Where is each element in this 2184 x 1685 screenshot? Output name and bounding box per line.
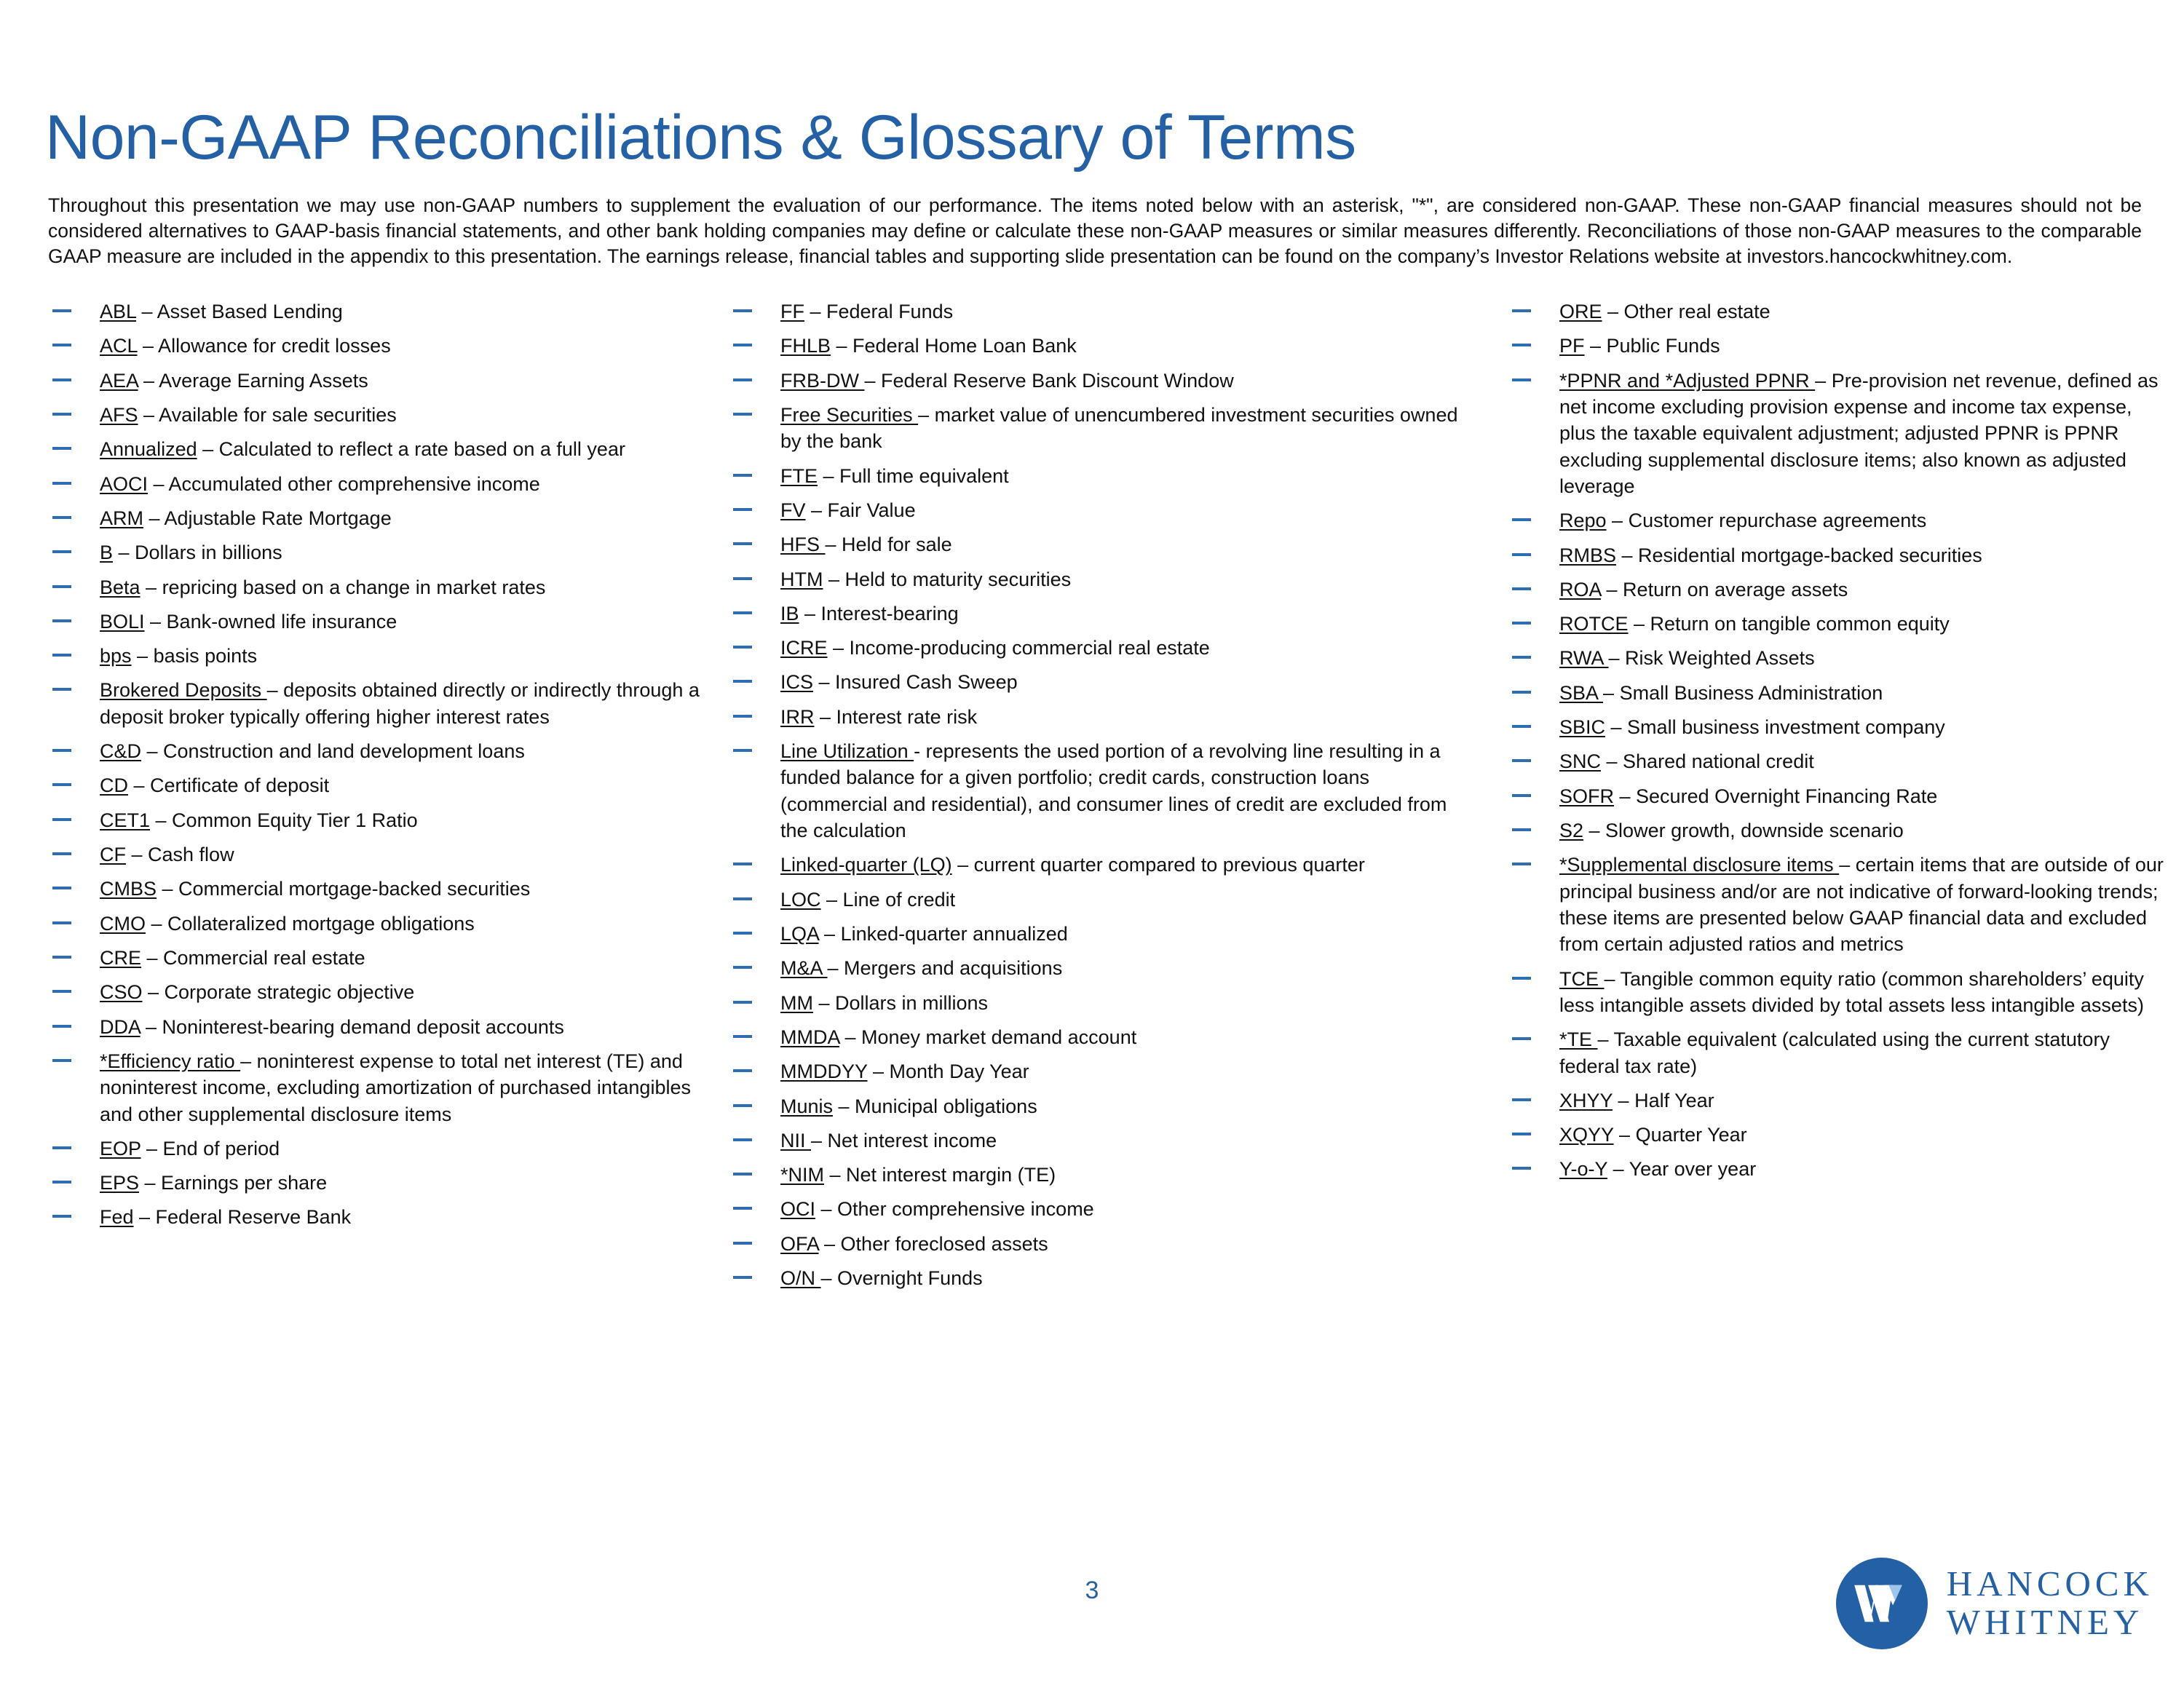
glossary-term — [732, 1265, 1474, 1291]
glossary-term-definition: – Return on tangible common equity — [1628, 613, 1950, 635]
glossary-term-definition: – Mergers and acquisitions — [827, 957, 1063, 980]
glossary-term — [1511, 680, 2166, 706]
glossary-term-definition: – Risk Weighted Assets — [1608, 647, 1815, 670]
glossary-term-abbr: ABL — [100, 301, 137, 322]
glossary-term-definition: – Noninterest-bearing demand deposit accounts — [140, 1015, 564, 1038]
glossary-term-definition: – Pre-provision net revenue, defined as net income excluding provision expense and income tax expense, plus the taxable equivalent adjustment; adjusted PPNR is PPNR excluding supplemental disclosure items; also known as adjusted leverage — [1559, 369, 2159, 497]
glossary-term-abbr: ACL — [100, 335, 138, 357]
bullet-dash-icon — [52, 654, 71, 657]
bullet-dash-icon — [1512, 378, 1531, 381]
glossary-term-definition: – market value of unencumbered investment securities owned by the bank — [780, 403, 1458, 453]
glossary-term-definition: – basis points — [131, 645, 258, 667]
glossary-term-abbr: ARM — [100, 507, 143, 529]
glossary-term-abbr: Beta — [100, 576, 141, 598]
glossary-term-definition: – Asset Based Lending — [136, 301, 343, 322]
glossary-term-abbr: EPS — [100, 1172, 140, 1194]
glossary-term-abbr: HFS — [780, 534, 826, 556]
glossary-term-definition: - represents the used portion of a revolving line resulting in a funded balance for a given portfolio; credit cards, construction loans (commercial and residential), and consumer lines of credit are excluded from the calculation — [780, 740, 1447, 841]
glossary-term — [732, 298, 1474, 325]
glossary-term-abbr: AOCI — [100, 472, 149, 495]
bullet-dash-icon — [52, 749, 71, 752]
bullet-dash-icon — [52, 688, 71, 691]
glossary-term — [732, 333, 1474, 359]
bullet-dash-icon — [1512, 344, 1531, 346]
glossary-term — [51, 333, 713, 359]
glossary-term-definition: – Small Business Administration — [1603, 681, 1883, 704]
glossary-term — [51, 471, 713, 497]
glossary-term — [51, 298, 713, 325]
glossary-term — [51, 402, 713, 428]
glossary-term-definition: – Net interest margin (TE) — [824, 1164, 1056, 1186]
glossary-term-abbr: HTM — [780, 568, 823, 590]
bullet-dash-icon — [733, 680, 752, 683]
glossary-term-definition: – Certificate of deposit — [128, 774, 330, 797]
glossary-term-definition: – Common Equity Tier 1 Ratio — [150, 809, 418, 831]
glossary-term-abbr: O/N — [780, 1267, 821, 1290]
glossary-term — [51, 539, 713, 566]
glossary-term — [1511, 645, 2166, 671]
glossary-term — [51, 876, 713, 902]
glossary-term-abbr: MM — [780, 991, 813, 1014]
glossary-term — [732, 955, 1474, 981]
glossary-term-abbr: RWA — [1559, 647, 1609, 670]
glossary-term-abbr: TCE — [1559, 967, 1605, 990]
glossary-term-abbr: CD — [100, 774, 128, 797]
logo-line-2: WHITNEY — [1946, 1602, 2144, 1642]
glossary-term-definition: – Other foreclosed assets — [818, 1232, 1048, 1255]
glossary-term — [732, 531, 1474, 558]
glossary-term — [1511, 748, 2166, 774]
glossary-term-abbr: *NIM — [780, 1164, 824, 1186]
glossary-term — [732, 1093, 1474, 1119]
glossary-term-definition: – Accumulated other comprehensive income — [148, 472, 540, 495]
glossary-term-abbr: ORE — [1559, 301, 1602, 322]
glossary-term-abbr: EOP — [100, 1137, 141, 1159]
glossary-term-definition: – Interest-bearing — [799, 602, 959, 625]
glossary-term — [1511, 1156, 2166, 1182]
glossary-term-abbr: OFA — [780, 1232, 819, 1255]
bullet-dash-icon — [733, 1242, 752, 1245]
glossary-term-abbr: Munis — [780, 1095, 834, 1117]
glossary-term-definition: – Average Earning Assets — [138, 369, 368, 392]
glossary-term — [1511, 298, 2166, 325]
glossary-term-abbr: RMBS — [1559, 544, 1617, 566]
glossary-term — [732, 1024, 1474, 1050]
bullet-dash-icon — [733, 1173, 752, 1175]
glossary-term-abbr: FRB-DW — [780, 369, 865, 392]
logo-line-1: HANCOCK — [1946, 1563, 2153, 1604]
glossary-term-abbr: NII — [780, 1129, 812, 1151]
glossary-term — [1511, 576, 2166, 603]
glossary-term-abbr: Repo — [1559, 510, 1607, 532]
glossary-term-abbr: FHLB — [780, 335, 831, 357]
glossary-term — [1511, 783, 2166, 809]
glossary-term-abbr: AEA — [100, 369, 138, 392]
bullet-dash-icon — [733, 413, 752, 416]
glossary-term-definition: – Held for sale — [825, 534, 952, 556]
glossary-term-abbr: FTE — [780, 464, 818, 487]
bullet-dash-icon — [733, 897, 752, 900]
glossary-column-3 — [1511, 298, 2166, 1191]
glossary-term-definition: – Held to maturity securities — [823, 568, 1072, 590]
glossary-term-abbr: MMDA — [780, 1026, 839, 1048]
glossary-term-abbr: PF — [1559, 335, 1585, 357]
bullet-dash-icon — [1512, 759, 1531, 762]
glossary-term — [51, 574, 713, 600]
glossary-term-abbr: SBIC — [1559, 716, 1606, 739]
glossary-term — [732, 600, 1474, 627]
glossary-term-abbr: CRE — [100, 946, 142, 969]
bullet-dash-icon — [52, 1181, 71, 1184]
glossary-term-abbr: *PPNR and *Adjusted PPNR — [1559, 369, 1816, 392]
glossary-columns — [0, 298, 2184, 1565]
glossary-term-definition: – Overnight Funds — [820, 1267, 983, 1290]
glossary-term — [732, 852, 1474, 878]
glossary-term — [1511, 817, 2166, 844]
glossary-term — [732, 1127, 1474, 1154]
glossary-term — [51, 841, 713, 868]
bullet-dash-icon — [52, 619, 71, 622]
glossary-term — [51, 1048, 713, 1127]
glossary-term-abbr: Free Securities — [780, 403, 919, 426]
bullet-dash-icon — [733, 344, 752, 346]
glossary-term — [1511, 852, 2166, 957]
glossary-term — [51, 1135, 713, 1162]
bullet-dash-icon — [1512, 656, 1531, 659]
glossary-term — [51, 945, 713, 971]
glossary-term-abbr: M&A — [780, 957, 828, 980]
glossary-term-definition: – Bank-owned life insurance — [144, 610, 397, 633]
page-number: 3 — [1085, 1577, 1099, 1604]
glossary-term-definition: – Federal Home Loan Bank — [831, 335, 1077, 357]
glossary-term-definition: – Line of credit — [820, 888, 956, 911]
glossary-term-definition: – Adjustable Rate Mortgage — [143, 507, 392, 529]
glossary-term-abbr: C&D — [100, 740, 142, 763]
glossary-term-definition: – Half Year — [1613, 1089, 1714, 1111]
glossary-term-abbr: *TE — [1559, 1028, 1598, 1051]
glossary-term-definition: – Commercial real estate — [141, 946, 365, 969]
glossary-term-definition: – Month Day Year — [867, 1060, 1029, 1083]
bullet-dash-icon — [733, 932, 752, 935]
bullet-dash-icon — [733, 542, 752, 545]
glossary-term — [51, 911, 713, 937]
company-logo — [1836, 1558, 2153, 1649]
glossary-term — [51, 1204, 713, 1230]
glossary-term-definition: – Dollars in millions — [812, 991, 989, 1014]
glossary-term-abbr: *Supplemental disclosure items — [1559, 854, 1840, 876]
glossary-term-abbr: BOLI — [100, 610, 145, 633]
glossary-term-abbr: MMDDYY — [780, 1060, 868, 1083]
bullet-dash-icon — [52, 309, 71, 312]
bullet-dash-icon — [1512, 828, 1531, 831]
glossary-term-definition: – Corporate strategic objective — [142, 981, 415, 1004]
bullet-dash-icon — [733, 863, 752, 865]
bullet-dash-icon — [52, 990, 71, 993]
glossary-term — [732, 887, 1474, 913]
bullet-dash-icon — [1512, 725, 1531, 728]
bullet-dash-icon — [52, 921, 71, 924]
bullet-dash-icon — [733, 378, 752, 381]
glossary-term — [51, 677, 713, 730]
bullet-dash-icon — [1512, 863, 1531, 865]
bullet-dash-icon — [1512, 1133, 1531, 1135]
bullet-dash-icon — [52, 413, 71, 416]
logo-wordmark — [1947, 1565, 2153, 1642]
glossary-term-abbr: AFS — [100, 403, 138, 426]
glossary-term — [732, 463, 1474, 489]
bullet-dash-icon — [733, 715, 752, 718]
glossary-term-definition: – Collateralized mortgage obligations — [146, 912, 475, 935]
glossary-term-abbr: Annualized — [100, 438, 197, 461]
glossary-term-definition: – Allowance for credit losses — [137, 335, 391, 357]
glossary-term-definition: – Insured Cash Sweep — [813, 671, 1018, 694]
glossary-term-abbr: CET1 — [100, 809, 151, 831]
bullet-dash-icon — [52, 956, 71, 959]
glossary-term — [1511, 1087, 2166, 1114]
bullet-dash-icon — [733, 1069, 752, 1072]
bullet-dash-icon — [1512, 1037, 1531, 1040]
bullet-dash-icon — [52, 378, 71, 381]
glossary-term-definition: – Fair Value — [805, 499, 916, 521]
glossary-term-definition: – Tangible common equity ratio (common shareholders’ equity less intangible assets divided by total assets less intangible assets) — [1559, 967, 2144, 1016]
glossary-term-abbr: XQYY — [1559, 1124, 1614, 1146]
bullet-dash-icon — [733, 577, 752, 580]
bullet-dash-icon — [733, 749, 752, 752]
glossary-column-2 — [732, 298, 1474, 1299]
bullet-dash-icon — [1512, 691, 1531, 694]
glossary-term-definition: – Customer repurchase agreements — [1606, 510, 1927, 532]
glossary-term-definition: – Federal Funds — [804, 301, 954, 322]
bullet-dash-icon — [733, 1035, 752, 1038]
bullet-dash-icon — [1512, 977, 1531, 980]
glossary-term-definition: – Federal Reserve Bank — [133, 1206, 352, 1229]
glossary-term — [732, 704, 1474, 730]
glossary-term — [1511, 1122, 2166, 1148]
glossary-term-abbr: CMBS — [100, 878, 157, 900]
glossary-term-definition: – Full time equivalent — [818, 464, 1009, 487]
glossary-term-abbr: OCI — [780, 1198, 816, 1221]
glossary-term-definition: – Taxable equivalent (calculated using the current statutory federal tax rate) — [1559, 1028, 2110, 1077]
bullet-dash-icon — [52, 516, 71, 519]
glossary-term-definition: – Linked-quarter annualized — [818, 922, 1068, 945]
bullet-dash-icon — [52, 783, 71, 786]
glossary-term — [51, 979, 713, 1005]
glossary-term — [1511, 966, 2166, 1019]
glossary-term — [732, 921, 1474, 947]
glossary-term-definition: – Other real estate — [1602, 301, 1770, 322]
glossary-term — [732, 635, 1474, 661]
glossary-term — [732, 402, 1474, 455]
glossary-term-abbr: CSO — [100, 981, 143, 1004]
glossary-term — [732, 990, 1474, 1016]
glossary-term — [732, 669, 1474, 695]
glossary-term-definition: – certain items that are outside of our principal business and/or are not indicative of forward-looking trends; these items are presented below GAAP financial data and excluded from certain adjusted ratios and metrics — [1559, 854, 2164, 956]
glossary-term-abbr: SOFR — [1559, 785, 1615, 807]
glossary-term-definition: – Other comprehensive income — [815, 1198, 1094, 1221]
glossary-term — [732, 1231, 1474, 1257]
glossary-term-definition: – Cash flow — [126, 844, 234, 865]
glossary-term — [732, 1196, 1474, 1222]
bullet-dash-icon — [52, 447, 71, 450]
glossary-term-definition: – current quarter compared to previous quarter — [951, 854, 1365, 876]
glossary-term-definition: – repricing based on a change in market rates — [140, 576, 546, 598]
glossary-term-definition: – Shared national credit — [1601, 750, 1814, 773]
glossary-term-abbr: ROA — [1559, 578, 1602, 600]
glossary-term-definition: – Construction and land development loans — [141, 740, 525, 763]
glossary-term-abbr: S2 — [1559, 820, 1584, 841]
glossary-term — [732, 1058, 1474, 1085]
glossary-term — [51, 1170, 713, 1196]
bullet-dash-icon — [733, 508, 752, 511]
glossary-term-abbr: Linked-quarter (LQ) — [780, 854, 952, 876]
glossary-term-abbr: *Efficiency ratio — [100, 1050, 241, 1072]
bullet-dash-icon — [52, 852, 71, 855]
glossary-term-abbr: FF — [780, 301, 804, 322]
glossary-term-definition: – Net interest income — [811, 1129, 997, 1151]
glossary-term-definition: – Federal Reserve Bank Discount Window — [864, 369, 1234, 392]
glossary-term-definition: – noninterest expense to total net interest (TE) and noninterest income, excluding amortization of purchased intangibles and other supplemental disclosure items — [100, 1050, 691, 1125]
glossary-term — [1511, 1026, 2166, 1079]
glossary-term-abbr: DDA — [100, 1015, 141, 1038]
glossary-term-definition: – Small business investment company — [1605, 716, 1945, 739]
bullet-dash-icon — [1512, 794, 1531, 797]
glossary-term-definition: – Public Funds — [1584, 335, 1720, 357]
glossary-term-abbr: Fed — [100, 1206, 134, 1229]
glossary-term-definition: – Income-producing commercial real estate — [827, 637, 1210, 659]
glossary-term-abbr: CMO — [100, 912, 146, 935]
bullet-dash-icon — [1512, 622, 1531, 625]
glossary-term-abbr: ICS — [780, 671, 814, 694]
bullet-dash-icon — [733, 1104, 752, 1107]
glossary-term-definition: – Earnings per share — [139, 1172, 328, 1194]
glossary-term-abbr: ICRE — [780, 637, 828, 659]
glossary-term — [732, 738, 1474, 844]
glossary-term-abbr: bps — [100, 645, 132, 667]
glossary-term-abbr: Line Utilization — [780, 740, 914, 763]
glossary-term-definition: – deposits obtained directly or indirectly through a deposit broker typically offering higher interest rates — [100, 679, 700, 728]
bullet-dash-icon — [733, 1276, 752, 1279]
bullet-dash-icon — [52, 1146, 71, 1149]
hancock-whitney-mark-icon — [1836, 1558, 1928, 1649]
glossary-term-abbr: IB — [780, 602, 799, 625]
glossary-term-definition: – Quarter Year — [1613, 1124, 1747, 1146]
bullet-dash-icon — [52, 585, 71, 588]
bullet-dash-icon — [733, 474, 752, 477]
glossary-term-abbr: Y-o-Y — [1559, 1158, 1608, 1181]
bullet-dash-icon — [733, 1001, 752, 1004]
glossary-term-definition: – Commercial mortgage-backed securities — [157, 878, 531, 900]
bullet-dash-icon — [1512, 518, 1531, 521]
bullet-dash-icon — [733, 1207, 752, 1210]
glossary-term — [732, 566, 1474, 592]
bullet-dash-icon — [1512, 553, 1531, 556]
bullet-dash-icon — [733, 646, 752, 649]
glossary-term — [1511, 542, 2166, 568]
glossary-term-definition: – Interest rate risk — [814, 705, 978, 728]
glossary-term-definition: – Residential mortgage-backed securities — [1616, 544, 1982, 566]
glossary-term-abbr: Brokered Deposits — [100, 679, 267, 702]
intro-paragraph: Throughout this presentation we may use non-GAAP numbers to supplement the evaluation of our performance. The items noted below with an asterisk, "*", are considered non-GAAP. These non-GAAP financial measures should not be considered alternatives to GAAP-basis financial statements, and other bank holding companies may define or calculate these non-GAAP measures or similar measures differently. Reconciliations of those non-GAAP measures to the comparable GAAP measure are included in the appendix to this presentation. The earnings release, financial tables and supporting slide presentation can be found on the company’s Investor Relations website at investors.hancockwhitney.com. — [48, 194, 2142, 268]
glossary-term — [732, 497, 1474, 523]
glossary-term-abbr: ROTCE — [1559, 613, 1629, 635]
glossary-term-definition: – Return on average assets — [1601, 578, 1848, 600]
glossary-term-abbr: CF — [100, 844, 126, 865]
glossary-term — [51, 436, 713, 462]
glossary-term — [1511, 611, 2166, 637]
glossary-term — [1511, 507, 2166, 534]
glossary-term-abbr: FV — [780, 499, 806, 521]
glossary-term-definition: – Money market demand account — [839, 1026, 1137, 1048]
glossary-term-definition: – Available for sale securities — [138, 403, 397, 426]
bullet-dash-icon — [52, 1215, 71, 1218]
glossary-term-abbr: XHYY — [1559, 1089, 1613, 1111]
bullet-dash-icon — [52, 887, 71, 889]
bullet-dash-icon — [1512, 587, 1531, 590]
bullet-dash-icon — [733, 966, 752, 969]
glossary-term-abbr: LOC — [780, 888, 821, 911]
glossary-term — [51, 772, 713, 798]
glossary-term — [51, 368, 713, 394]
glossary-term-definition: – Year over year — [1607, 1158, 1757, 1181]
glossary-term-definition: – Calculated to reflect a rate based on a full year — [197, 438, 625, 461]
glossary-term-abbr: SNC — [1559, 750, 1602, 773]
bullet-dash-icon — [52, 1059, 71, 1062]
bullet-dash-icon — [1512, 309, 1531, 312]
glossary-term — [51, 807, 713, 833]
glossary-term-abbr: IRR — [780, 705, 815, 728]
bullet-dash-icon — [733, 611, 752, 614]
glossary-term-abbr: SBA — [1559, 681, 1604, 704]
page-title: Non-GAAP Reconciliations & Glossary of Terms — [45, 102, 1356, 173]
glossary-term-abbr: LQA — [780, 922, 819, 945]
bullet-dash-icon — [52, 818, 71, 821]
glossary-term — [1511, 368, 2166, 500]
glossary-term — [51, 608, 713, 635]
glossary-term — [1511, 333, 2166, 359]
glossary-term — [732, 1162, 1474, 1188]
glossary-term — [51, 1014, 713, 1040]
glossary-term-abbr: B — [100, 542, 114, 564]
bullet-dash-icon — [52, 550, 71, 553]
glossary-term — [51, 643, 713, 669]
bullet-dash-icon — [733, 1138, 752, 1141]
glossary-term-definition: – Dollars in billions — [113, 542, 282, 564]
bullet-dash-icon — [733, 309, 752, 312]
bullet-dash-icon — [1512, 1167, 1531, 1170]
glossary-term-definition: – Municipal obligations — [833, 1095, 1037, 1117]
glossary-term — [51, 738, 713, 764]
bullet-dash-icon — [52, 482, 71, 485]
glossary-term — [732, 368, 1474, 394]
bullet-dash-icon — [1512, 1098, 1531, 1101]
glossary-term-definition: – Secured Overnight Financing Rate — [1614, 785, 1938, 807]
glossary-term-definition: – Slower growth, downside scenario — [1583, 820, 1904, 841]
glossary-column-1 — [51, 298, 713, 1239]
bullet-dash-icon — [52, 344, 71, 346]
glossary-term — [51, 505, 713, 531]
glossary-term-definition: – End of period — [141, 1137, 280, 1159]
bullet-dash-icon — [52, 1025, 71, 1028]
glossary-term — [1511, 714, 2166, 740]
